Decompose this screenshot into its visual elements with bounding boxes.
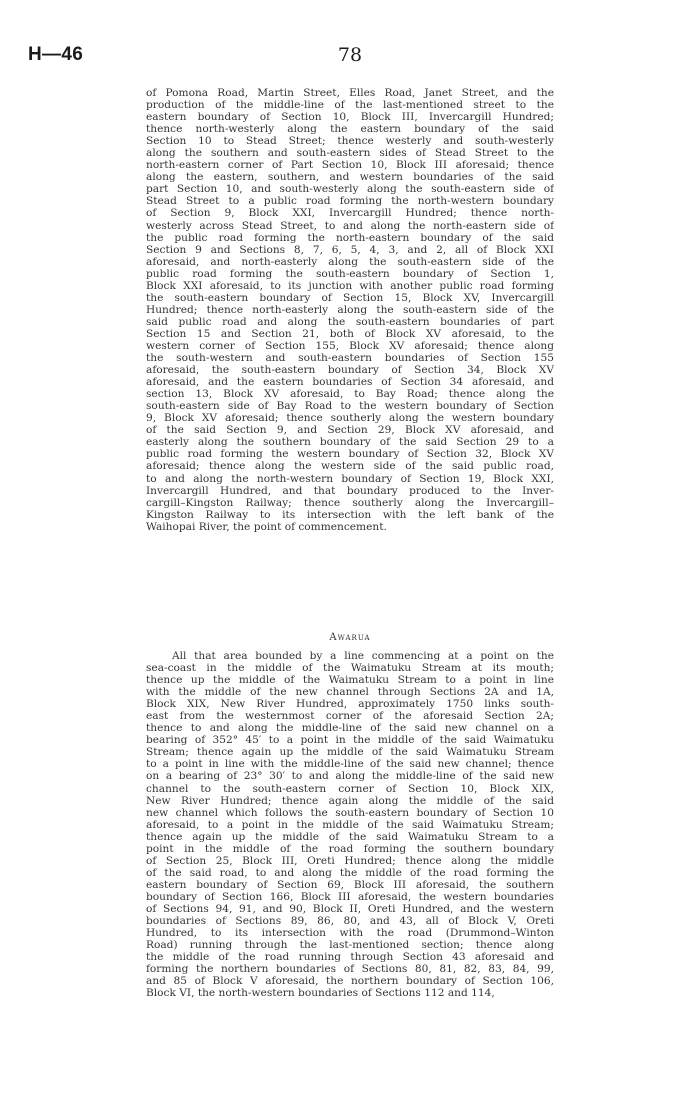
section-heading-awarua: Awarua: [329, 632, 371, 643]
text-line: new channel which follows the south-eastern boundary of Section 10: [146, 806, 554, 819]
text-line: with the middle of the new channel through Sections 2A and 1A,: [146, 686, 554, 699]
boundary-description-awarua: [146, 650, 554, 999]
text-line: the public road forming the north-eastern boundary of the said: [146, 231, 554, 244]
text-line: thence to and along the middle-line of the said new channel on a: [146, 722, 554, 735]
text-line: western corner of Section 155, Block XV aforesaid; thence along: [146, 339, 554, 352]
text-line: of Section 9, Block XXI, Invercargill Hundred; thence north-: [146, 207, 554, 220]
text-line: Section 10 to Stead Street; thence westerly and south-westerly: [146, 135, 554, 148]
text-line: Stead Street to a public road forming the north-western boundary: [146, 195, 554, 208]
text-line: Kingston Railway to its intersection with the left bank of the: [146, 508, 554, 521]
text-line: said public road and along the south-eastern boundaries of part: [146, 315, 554, 328]
text-line: public road forming the south-eastern boundary of Section 1,: [146, 267, 554, 280]
text-line: of Section 25, Block III, Oreti Hundred; thence along the middle: [146, 854, 554, 867]
text-line: Block XXI aforesaid, to its junction with another public road forming: [146, 279, 554, 292]
text-line: westerly across Stead Street, to and along the north-eastern side of: [146, 219, 554, 232]
text-line: of Sections 94, 91, and 90, Block II, Oreti Hundred, and the western: [146, 902, 554, 915]
text-line: public road forming the western boundary of Section 32, Block XV: [146, 448, 554, 461]
text-line: Invercargill Hundred, and that boundary produced to the Inver-: [146, 484, 554, 497]
text-line: the south-eastern boundary of Section 15, Block XV, Invercargill: [146, 291, 554, 304]
text-line: part Section 10, and south-westerly along the south-eastern side of: [146, 183, 554, 196]
text-line: eastern boundary of Section 10, Block III, Invercargill Hundred;: [146, 111, 554, 124]
text-line: of the said Section 9, and Section 29, Block XV aforesaid, and: [146, 424, 554, 437]
text-line: of the said road, to and along the middle of the road forming the: [146, 866, 554, 879]
text-line: and 85 of Block V aforesaid, the northern boundary of Section 106,: [146, 975, 554, 988]
text-line: sea-coast in the middle of the Waimatuku Stream at its mouth;: [146, 662, 554, 675]
text-line: bearing of 352° 45′ to a point in the middle of the said Waimatuku: [146, 734, 554, 747]
text-line: aforesaid; thence along the western side of the said public road,: [146, 460, 554, 473]
text-line: New River Hundred; thence again along the middle of the said: [146, 794, 554, 807]
text-line: boundaries of Sections 89, 86, 80, and 43, all of Block V, Oreti: [146, 915, 554, 928]
text-line: All that area bounded by a line commencing at a point on the: [172, 650, 554, 662]
text-line: Hundred, to its intersection with the road (Drummond–Winton: [146, 927, 554, 940]
text-line: 9, Block XV aforesaid; thence southerly along the western boundary: [146, 412, 554, 425]
text-line: thence north-westerly along the eastern boundary of the said: [146, 123, 554, 136]
text-line: to and along the north-western boundary of Section 19, Block XXI,: [146, 472, 554, 485]
text-line: to a point in line with the middle-line of the said new channel; thence: [146, 758, 554, 771]
text-line: of Pomona Road, Martin Street, Elles Road, Janet Street, and the: [146, 87, 554, 99]
text-line: the middle of the road running through Section 43 aforesaid and: [146, 951, 554, 964]
text-line: section 13, Block XV aforesaid, to Bay Road; thence along the: [146, 388, 554, 401]
text-line: channel to the south-eastern corner of Section 10, Block XIX,: [146, 782, 554, 795]
text-line: thence again up the middle of the said Waimatuku Stream to a: [146, 830, 554, 843]
text-line: the south-western and south-eastern boundaries of Section 155: [146, 352, 554, 365]
boundary-description-pomona: [146, 87, 554, 533]
text-line: easterly along the southern boundary of the said Section 29 to a: [146, 436, 554, 449]
text-line: Hundred; thence north-easterly along the south-eastern side of the: [146, 303, 554, 316]
text-line: along the eastern, southern, and western boundaries of the said: [146, 171, 554, 184]
text-line: thence up the middle of the Waimatuku Stream to a point in line: [146, 674, 554, 687]
text-line: Block XIX, New River Hundred, approximately 1750 links south-: [146, 698, 554, 711]
text-line: boundary of Section 166, Block III aforesaid, the western boundaries: [146, 890, 554, 903]
text-line: Stream; thence again up the middle of the said Waimatuku Stream: [146, 746, 554, 759]
text-line: Waihopai River, the point of commencement.: [146, 520, 387, 533]
page-number: 78: [337, 44, 363, 66]
text-line: point in the middle of the road forming the southern boundary: [146, 842, 554, 855]
text-line: along the southern and south-eastern sides of Stead Street to the: [146, 147, 554, 160]
text-line: aforesaid, the south-eastern boundary of Section 34, Block XV: [146, 364, 554, 377]
document-code: H—46: [28, 44, 84, 65]
text-line: cargill–Kingston Railway; thence southerly along the Invercargill–: [146, 496, 554, 509]
text-line: Section 15 and Section 21, both of Block XV aforesaid, to the: [146, 327, 554, 340]
text-line: north-eastern corner of Part Section 10, Block III aforesaid; thence: [146, 159, 554, 172]
text-line: production of the middle-line of the last-mentioned street to the: [146, 99, 554, 112]
text-line: on a bearing of 23° 30′ to and along the middle-line of the said new: [146, 770, 554, 783]
text-line: Road) running through the last-mentioned section; thence along: [146, 939, 554, 952]
text-line: Block VI, the north-western boundaries of Sections 112 and 114,: [146, 987, 495, 1000]
text-line: aforesaid, and the eastern boundaries of Section 34 aforesaid, and: [146, 376, 554, 389]
text-line: aforesaid, to a point in the middle of the said Waimatuku Stream;: [146, 818, 554, 831]
text-line: eastern boundary of Section 69, Block III aforesaid, the southern: [146, 878, 554, 891]
text-line: aforesaid, and north-easterly along the south-eastern side of the: [146, 255, 554, 268]
text-line: Section 9 and Sections 8, 7, 6, 5, 4, 3, and 2, all of Block XXI: [146, 243, 554, 256]
text-line: south-eastern side of Bay Road to the western boundary of Section: [146, 400, 554, 413]
text-line: east from the westernmost corner of the aforesaid Section 2A;: [146, 710, 554, 723]
text-line: forming the northern boundaries of Sections 80, 81, 82, 83, 84, 99,: [146, 963, 554, 976]
